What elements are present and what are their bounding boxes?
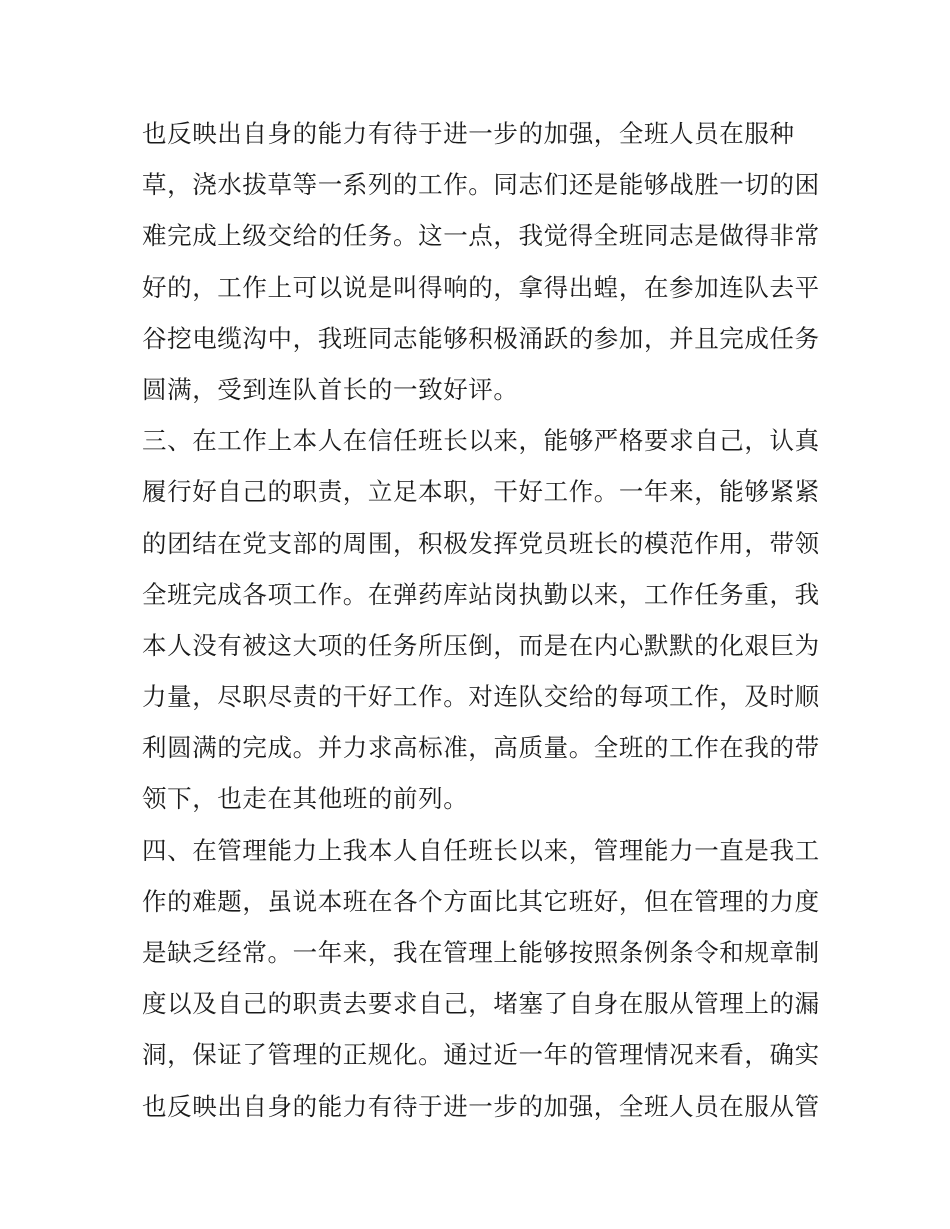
text-line: 度以及自己的职责去要求自己，堵塞了自身在服从管理上的漏: [142, 989, 820, 1019]
text-line: 草，浇水拔草等一系列的工作。同志们还是能够战胜一切的困: [142, 170, 820, 200]
text-line: 利圆满的完成。并力求高标准，高质量。全班的工作在我的带: [142, 733, 820, 763]
text-line: 是缺乏经常。一年来，我在管理上能够按照条例条令和规章制: [142, 938, 820, 967]
text-line: 难完成上级交给的任务。这一点，我觉得全班同志是做得非常: [142, 221, 820, 251]
text-line: 谷挖电缆沟中，我班同志能够积极涌跃的参加，并且完成任务: [142, 323, 820, 353]
text-line: 作的难题，虽说本班在各个方面比其它班好，但在管理的力度: [142, 886, 820, 916]
body-text: [142, 108, 822, 1132]
section-four-heading-line: 四、在管理能力上我本人自任班长以来，管理能力一直是我工: [142, 835, 820, 865]
text-line: 的团结在党支部的周围，积极发挥党员班长的模范作用，带领: [142, 528, 820, 558]
text-line: 全班完成各项工作。在弹药库站岗执勤以来，工作任务重，我: [142, 579, 820, 609]
text-line: 洞，保证了管理的正规化。通过近一年的管理情况来看，确实: [142, 1040, 820, 1070]
text-line: 力量，尽职尽责的干好工作。对连队交给的每项工作，及时顺: [142, 682, 820, 712]
section-three-heading-line: 三、在工作上本人在信任班长以来，能够严格要求自己，认真: [142, 426, 820, 456]
text-line: 本人没有被这大项的任务所压倒，而是在内心默默的化艰巨为: [142, 630, 820, 660]
text-line: 也反映出自身的能力有待于进一步的加强，全班人员在服种: [142, 119, 795, 148]
text-line: 领下，也走在其他班的前列。: [142, 784, 469, 814]
text-line: 履行好自己的职责，立足本职，干好工作。一年来，能够紧紧: [142, 477, 820, 507]
text-line: 也反映出自身的能力有待于进一步的加强，全班人员在服从管: [142, 1091, 820, 1121]
text-line: 好的，工作上可以说是叫得响的，拿得出蝗，在参加连队去平: [142, 272, 820, 302]
text-line: 圆满，受到连队首长的一致好评。: [142, 374, 519, 404]
